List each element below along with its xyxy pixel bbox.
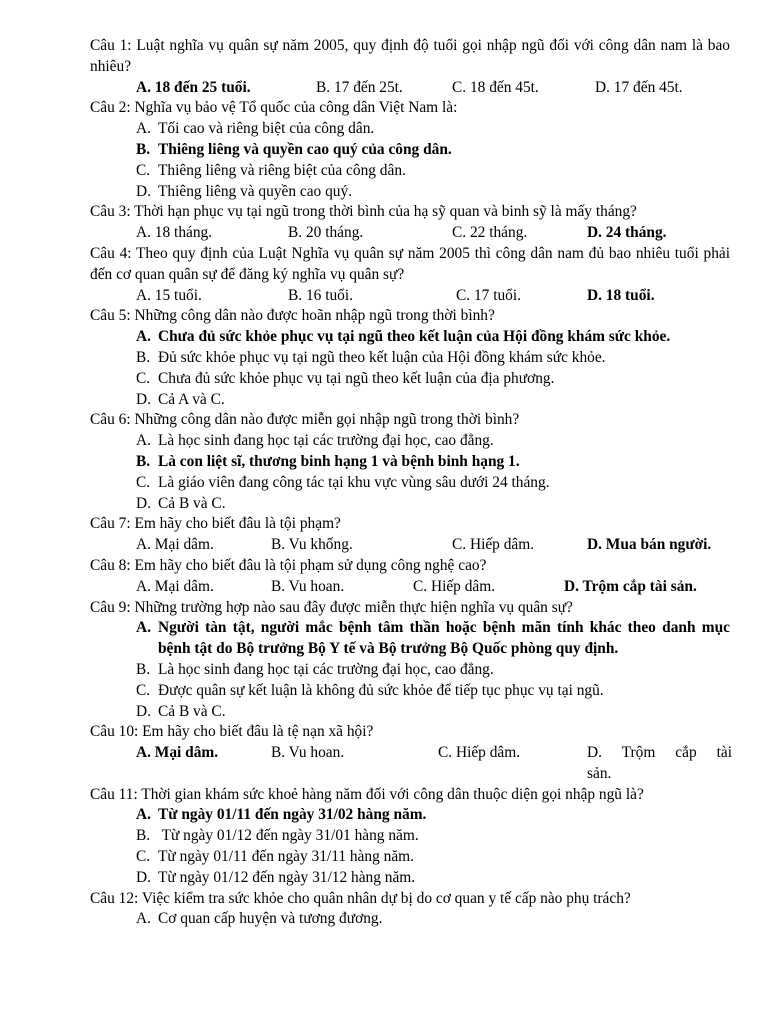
option-label: C. xyxy=(136,848,151,866)
option-b: B. Vu khống. xyxy=(271,536,353,554)
option-b xyxy=(90,348,730,369)
option-label: D. xyxy=(136,494,151,512)
option-a xyxy=(90,805,730,826)
option-b xyxy=(90,660,730,681)
option-label: A. xyxy=(136,806,151,824)
option-label: A. xyxy=(136,432,151,450)
question-12: Câu 12: Việc kiểm tra sức khỏe cho quân nhân dự bị do cơ quan y tế cấp nào phụ trách? xyxy=(90,889,631,907)
option-text: Thiêng liêng và quyền cao quý của công dân. xyxy=(158,140,452,158)
option-label: C. xyxy=(136,681,151,699)
option-text: Là giáo viên đang công tác tại khu vực vùng sâu dưới 24 tháng. xyxy=(158,473,550,491)
option-label: C. xyxy=(136,369,151,387)
option-c xyxy=(90,847,730,868)
option-a: A. Mại dâm. xyxy=(136,744,219,762)
option-text: Là con liệt sĩ, thương binh hạng 1 và bệnh binh hạng 1. xyxy=(158,452,520,470)
option-c xyxy=(90,161,730,182)
option-text: Cả A và C. xyxy=(158,390,225,408)
option-label: C. xyxy=(136,161,151,179)
option-d xyxy=(90,494,730,515)
option-c: C. 18 đến 45t. xyxy=(452,78,539,96)
option-text: Đủ sức khỏe phục vụ tại ngũ theo kết luận của Hội đồng khám sức khỏe. xyxy=(158,348,606,366)
option-d: D. 18 tuổi. xyxy=(587,286,655,304)
option-label: A. xyxy=(136,120,151,138)
option-c: C. 22 tháng. xyxy=(452,224,528,242)
option-text: Chưa đủ sức khỏe phục vụ tại ngũ theo kết luận của địa phương. xyxy=(158,369,555,387)
option-a: A. 18 tháng. xyxy=(136,224,213,242)
option-a: A. Mại dâm. xyxy=(136,577,214,595)
option-label: B. xyxy=(136,827,151,845)
question-4: Câu 4: Theo quy định của Luật Nghĩa vụ quân sự năm 2005 thì công dân nam đủ bao nhiêu tuổi phải đến cơ quan quân sự để đăng ký nghĩa vụ quân sự? xyxy=(90,244,730,283)
option-a xyxy=(90,431,730,452)
option-text: Được quân sự kết luận là không đủ sức khỏe để tiếp tục phục vụ tại ngũ. xyxy=(158,681,604,699)
option-label: A. xyxy=(136,619,151,637)
option-a xyxy=(90,327,730,348)
option-b xyxy=(90,140,730,161)
option-label: D. xyxy=(136,182,151,200)
option-text: Cơ quan cấp huyện và tương đương. xyxy=(158,910,383,928)
option-a xyxy=(90,119,730,140)
option-b xyxy=(90,452,730,473)
question-7: Câu 7: Em hãy cho biết đâu là tội phạm? xyxy=(90,515,341,533)
option-c xyxy=(90,681,730,702)
option-label: D. xyxy=(136,868,151,886)
option-d xyxy=(90,868,730,889)
question-7-options xyxy=(90,535,730,556)
question-8: Câu 8: Em hãy cho biết đâu là tội phạm sử dụng công nghệ cao? xyxy=(90,556,487,574)
option-text: Thiêng liêng và quyền cao quý. xyxy=(158,182,353,200)
option-b: B. Vu hoan. xyxy=(271,577,345,595)
option-text: Chưa đủ sức khỏe phục vụ tại ngũ theo kết luận của Hội đồng khám sức khỏe. xyxy=(158,328,671,346)
option-c xyxy=(90,473,730,494)
question-4-options xyxy=(90,286,730,307)
option-text: Từ ngày 01/12 đến ngày 31/12 hàng năm. xyxy=(158,868,416,886)
question-11: Câu 11: Thời gian khám sức khoẻ hàng năm đối với công dân thuộc diện gọi nhập ngũ là? xyxy=(90,785,644,803)
option-d: D. 17 đến 45t. xyxy=(595,78,683,96)
document xyxy=(90,36,730,930)
option-d: D. Mua bán người. xyxy=(587,536,712,554)
option-b: B. Vu hoan. xyxy=(271,744,345,762)
question-1: Câu 1: Luật nghĩa vụ quân sự năm 2005, quy định độ tuổi gọi nhập ngũ đối với công dân nam là bao nhiêu? xyxy=(90,37,730,75)
option-text: Là học sinh đang học tại các trường đại học, cao đẳng. xyxy=(158,432,494,450)
option-label: A. xyxy=(136,910,151,928)
option-d xyxy=(90,702,730,723)
option-b: B. 17 đến 25t. xyxy=(316,78,403,96)
option-label: B. xyxy=(136,348,151,366)
question-9: Câu 9: Những trường hợp nào sau đây được miễn thực hiện nghĩa vụ quân sự? xyxy=(90,598,573,616)
option-b xyxy=(90,826,730,847)
option-text: Là học sinh đang học tại các trường đại học, cao đẳng. xyxy=(158,660,494,678)
option-text: Cả B và C. xyxy=(158,702,226,720)
option-label: D. xyxy=(136,702,151,720)
option-c: C. 17 tuổi. xyxy=(456,286,521,304)
option-a xyxy=(90,909,730,930)
option-c: C. Hiếp dâm. xyxy=(438,744,521,762)
option-c: C. Hiếp dâm. xyxy=(452,536,535,554)
option-d xyxy=(90,182,730,203)
question-5: Câu 5: Những công dân nào được hoãn nhập ngũ trong thời bình? xyxy=(90,307,495,325)
option-text: Từ ngày 01/11 đến ngày 31/11 hàng năm. xyxy=(158,848,414,866)
option-label: C. xyxy=(136,473,151,491)
option-text: Thiêng liêng và riêng biệt của công dân. xyxy=(158,161,406,179)
option-text: Tối cao và riêng biệt của công dân. xyxy=(158,120,375,138)
option-text: Từ ngày 01/12 đến ngày 31/01 hàng năm. xyxy=(158,827,419,845)
option-a: A. 18 đến 25 tuổi. xyxy=(136,78,251,96)
option-text: Cả B và C. xyxy=(158,494,226,512)
option-label: D. xyxy=(136,390,151,408)
option-d: D. Trộm cắp tài sản. xyxy=(587,744,732,782)
question-2: Câu 2: Nghĩa vụ bảo vệ Tổ quốc của công dân Việt Nam là: xyxy=(90,99,458,117)
question-10-options xyxy=(90,743,732,782)
option-c xyxy=(90,369,730,390)
question-1-options xyxy=(90,78,730,99)
option-d xyxy=(90,390,730,411)
option-b: B. 16 tuổi. xyxy=(288,286,353,304)
question-10: Câu 10: Em hãy cho biết đâu là tệ nạn xã hội? xyxy=(90,723,374,741)
option-a: A. 15 tuổi. xyxy=(136,286,202,304)
option-a: A. Mại dâm. xyxy=(136,536,214,554)
option-label: A. xyxy=(136,328,151,346)
option-b: B. 20 tháng. xyxy=(288,224,364,242)
option-a xyxy=(90,618,730,660)
question-3: Câu 3: Thời hạn phục vụ tại ngũ trong thời bình của hạ sỹ quan và binh sỹ là mấy tháng? xyxy=(90,203,637,221)
option-d: D. Trộm cắp tài sản. xyxy=(564,577,697,595)
question-3-options xyxy=(90,223,730,244)
option-label: B. xyxy=(136,660,151,678)
option-d: D. 24 tháng. xyxy=(587,224,667,242)
question-6: Câu 6: Những công dân nào được miễn gọi nhập ngũ trong thời bình? xyxy=(90,411,520,429)
question-8-options xyxy=(90,577,730,598)
option-c: C. Hiếp dâm. xyxy=(413,577,496,595)
option-text: Từ ngày 01/11 đến ngày 31/02 hàng năm. xyxy=(158,806,427,824)
option-label: B. xyxy=(136,452,151,470)
option-label: B. xyxy=(136,140,151,158)
option-text: Người tàn tật, người mắc bệnh tâm thần hoặc bệnh mãn tính khác theo danh mục bệnh tật do Bộ trưởng Bộ Y tế và Bộ trưởng Bộ Quốc phòng quy định. xyxy=(158,619,730,658)
